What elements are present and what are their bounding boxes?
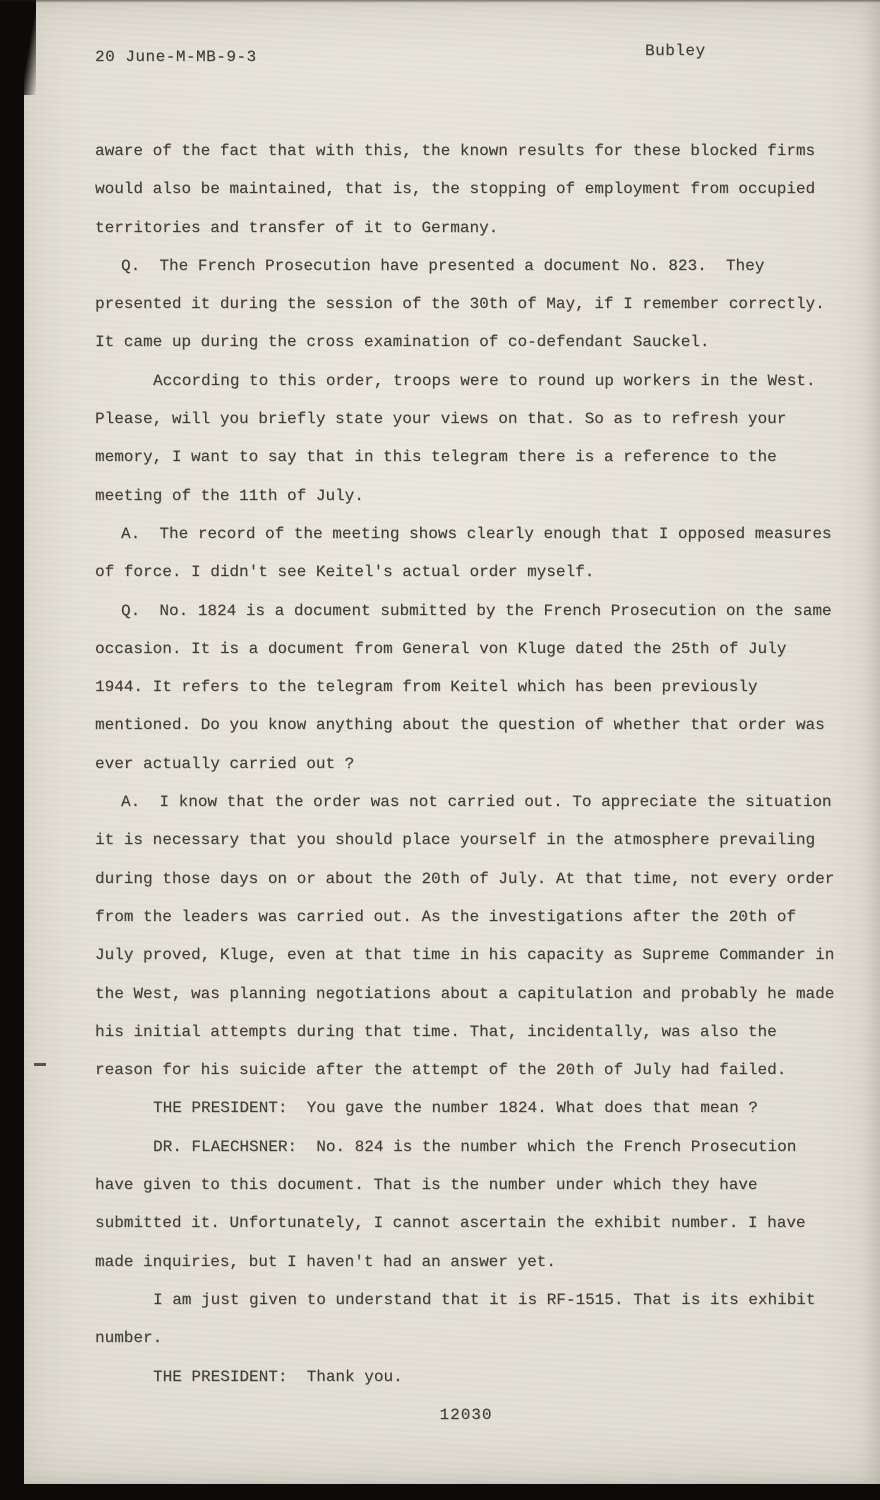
transcript-paragraph: Q. The French Prosecution have presented a document No. 823. They presented it during the session of the 30th of May, if I remember correctly. It came up during the cross examination of co-defendant Sauckel. [95,256,835,352]
transcript-paragraph: DR. FLAECHSNER: No. 824 is the number which the French Prosecution have given to this document. That is the number under which they have submitted it. Unfortunately, I cannot ascertain the exhibit number. I have made inquiries, but I haven't had an answer yet. [95,1137,816,1271]
transcript-paragraph: THE PRESIDENT: You gave the number 1824. What does that mean ? [153,1099,758,1118]
document-header [95,42,837,70]
scan-edge-left-top [0,0,36,95]
transcript-paragraph: aware of the fact that with this, the known results for these blocked firms would also be maintained, that is, the stopping of employment from occupied territories and transfer of it to Germany. [95,142,825,237]
page-content [95,0,844,1396]
transcript-paragraph: I am just given to understand that it is RF-1515. That is its exhibit number. [95,1290,826,1348]
transcript-paragraph: A. I know that the order was not carried out. To appreciate the situation it is necessary that you should place yourself in the atmosphere prevailing during those days on or about the 20th of July. At that time, not every order from the leaders was carried out. As the investigations after the 20th of July proved, Kluge, even at that time in his capacity as Supreme Commander in the West, was planning negotiations about a capitulation and probably he made his initial attempts during that time. That, incidentally, was also the reason for his suicide after the attempt of the 20th of July had failed. [95,793,844,1080]
scan-edge-top [0,0,880,3]
scan-edge-bottom [0,1484,880,1500]
stray-pencil-mark [34,1063,46,1066]
transcript-body [95,132,844,1396]
header-reporter-name: Bubley [645,42,706,60]
transcript-paragraph: A. The record of the meeting shows clearly enough that I opposed measures of force. I didn't see Keitel's actual order myself. [95,524,842,582]
transcript-paragraph: Q. No. 1824 is a document submitted by the French Prosecution on the same occasion. It is a document from General von Kluge dated the 25th of July 1944. It refers to the telegram from Keitel which has been previously mentioned. Do you know anything about the question of whether that order was ever actually carried out ? [95,601,842,773]
scan-edge-left [0,0,24,1500]
transcript-paragraph: THE PRESIDENT: Thank you. [153,1367,403,1386]
transcript-paragraph: According to this order, troops were to round up workers in the West. Please, will you briefly state your views on that. So as to refresh your memory, I want to say that in this telegram there is a reference to the meeting of the 11th of July. [95,371,826,505]
paper-page [22,0,880,1484]
header-reference: 20 June-M-MB-9-3 [95,48,257,66]
page-number: 12030 [439,1406,493,1424]
